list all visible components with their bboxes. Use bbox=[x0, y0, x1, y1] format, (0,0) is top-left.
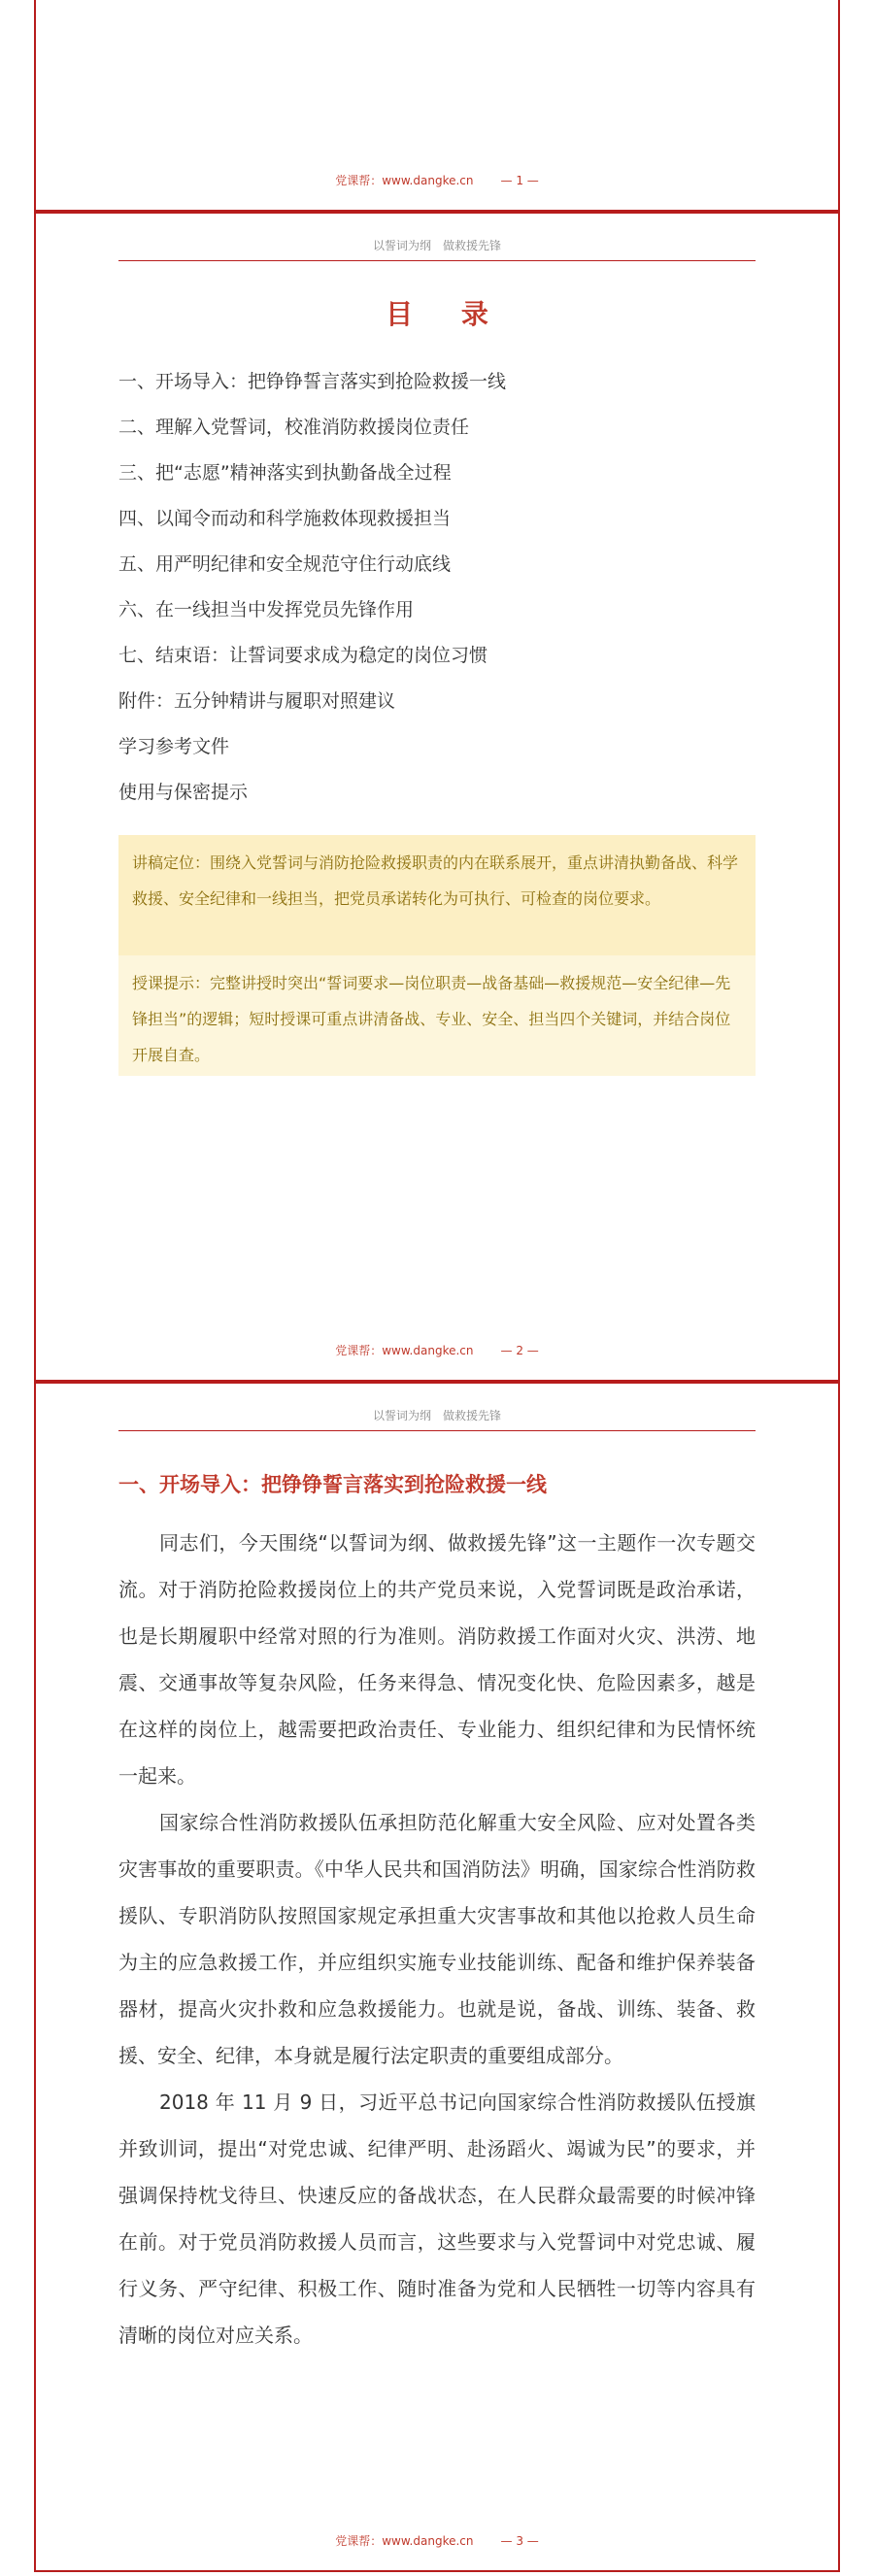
body-paragraph: 国家综合性消防救援队伍承担防范化解重大安全风险、应对处置各类灾害事故的重要职责。《中华人民共和国消防法》明确，国家综合性消防救援队、专职消防队按照国家规定承担重大灾害事故和其他以抢救人员生命为主的应急救援工作，并应组织实施专业技能训练、配备和维护保养装备器材，提高火灾扑救和应急救援能力。也就是说，备战、训练、装备、救援、安全、纪律，本身就是履行法定职责的重要组成部分。 bbox=[118, 1811, 756, 2067]
toc-item[interactable]: 三、把“志愿”精神落实到执勤备战全过程 bbox=[118, 462, 452, 484]
section-heading: 一、开场导入：把铮铮誓言落实到抢险救援一线 bbox=[118, 1473, 547, 1496]
page-footer bbox=[36, 1342, 838, 1358]
page-number: — 3 — bbox=[500, 2534, 539, 2548]
footer-site: 党课帮：www.dangke.cn bbox=[335, 2534, 474, 2548]
toc-item[interactable]: 六、在一线担当中发挥党员先锋作用 bbox=[118, 599, 415, 620]
toc-item[interactable]: 四、以闻令而动和科学施救体现救援担当 bbox=[118, 508, 452, 529]
toc-item[interactable]: 附件：五分钟精讲与履职对照建议 bbox=[118, 690, 396, 712]
toc-item[interactable]: 学习参考文件 bbox=[118, 736, 230, 757]
page-header: 以誓词为纲 做救援先锋 bbox=[118, 1403, 756, 1431]
body-paragraph: 同志们，今天围绕“以誓词为纲、做救援先锋”这一主题作一次专题交流。对于消防抢险救援岗位上的共产党员来说，入党誓词既是政治承诺，也是长期履职中经常对照的行为准则。消防救援工作面对火灾、洪涝、地震、交通事故等复杂风险，任务来得急、情况变化快、危险因素多，越是在这样的岗位上，越需要把政治责任、专业能力、组织纪律和为民情怀统一起来。 bbox=[118, 1531, 756, 1788]
toc-list bbox=[118, 359, 756, 816]
page-header: 以誓词为纲 做救援先锋 bbox=[118, 233, 756, 261]
page-number: — 2 — bbox=[500, 1344, 539, 1357]
toc-item[interactable]: 五、用严明纪律和安全规范守住行动底线 bbox=[118, 553, 452, 575]
page-1 bbox=[34, 0, 840, 212]
page-footer bbox=[36, 2532, 838, 2549]
toc-item[interactable]: 七、结束语：让誓词要求成为稳定的岗位习惯 bbox=[118, 645, 488, 666]
page-2 bbox=[34, 212, 840, 1382]
positioning-note: 讲稿定位：围绕入党誓词与消防抢险救援职责的内在联系展开，重点讲清执勤备战、科学救援、安全纪律和一线担当，把党员承诺转化为可执行、可检查的岗位要求。 bbox=[118, 835, 756, 955]
body-paragraph: 2018 年 11 月 9 日，习近平总书记向国家综合性消防救援队伍授旗并致训词，提出“对党忠诚、纪律严明、赴汤蹈火、竭诚为民”的要求，并强调保持枕戈待旦、快速反应的备战状态，在人民群众最需要的时候冲锋在前。对于党员消防救援人员而言，这些要求与入党誓词中对党忠诚、履行义务、严守纪律、积极工作、随时准备为党和人民牺牲一切等内容具有清晰的岗位对应关系。 bbox=[118, 2091, 756, 2347]
toc-item[interactable]: 二、理解入党誓词，校准消防救援岗位责任 bbox=[118, 417, 470, 438]
teaching-tip-note: 授课提示：完整讲授时突出“誓词要求—岗位职责—战备基础—救援规范—安全纪律—先锋担当”的逻辑；短时授课可重点讲清备战、专业、安全、担当四个关键词，并结合岗位开展自查。 bbox=[118, 955, 756, 1076]
toc-title: 目 录 bbox=[386, 298, 508, 330]
section-body bbox=[118, 1520, 756, 2359]
toc-item[interactable]: 一、开场导入：把铮铮誓言落实到抢险救援一线 bbox=[118, 371, 507, 392]
page-number: — 1 — bbox=[500, 174, 539, 187]
footer-site: 党课帮：www.dangke.cn bbox=[335, 1344, 474, 1357]
toc-item[interactable]: 使用与保密提示 bbox=[118, 782, 249, 803]
page-3 bbox=[34, 1382, 840, 2572]
footer-site: 党课帮：www.dangke.cn bbox=[335, 174, 474, 187]
page-footer bbox=[36, 172, 838, 188]
